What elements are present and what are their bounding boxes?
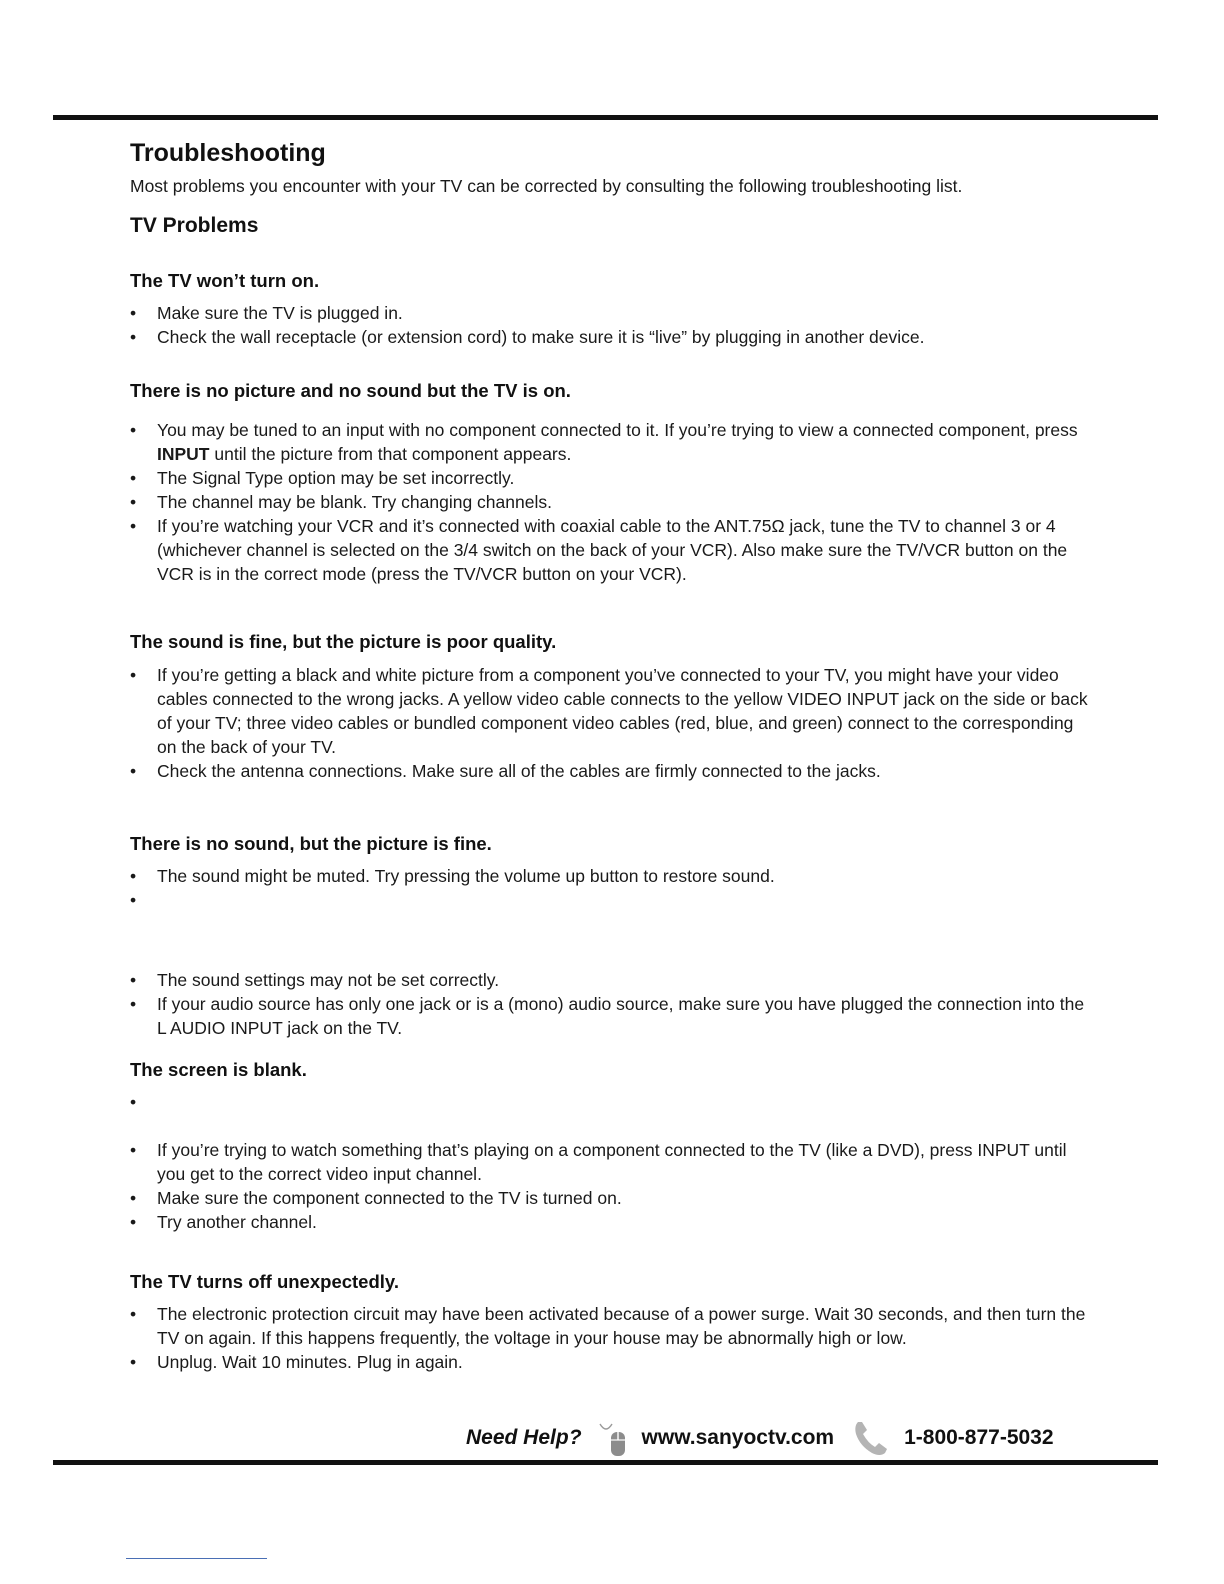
top-rule <box>53 115 1158 120</box>
list-item: • Check the wall receptacle (or extension cord) to make sure it is “live” by plugging in another device. <box>130 325 1090 349</box>
heading-tv-wont-turn-on: The TV won’t turn on. <box>130 270 320 291</box>
list-item: • The electronic protection circuit may have been activated because of a power surge. Wait 30 seconds, and then turn the TV on again. If this happens frequently, the voltage in your house may be abnormally high or low. <box>130 1302 1090 1350</box>
heading-screen-blank: The screen is blank. <box>130 1059 307 1080</box>
list-item: • The sound settings may not be set correctly. <box>130 968 1090 992</box>
list-item: • Check the antenna connections. Make sure all of the cables are firmly connected to the jacks. <box>130 759 1090 783</box>
intro-text: Most problems you encounter with your TV can be corrected by consulting the following troubleshooting list. <box>130 176 963 196</box>
spacer <box>130 912 1090 968</box>
list-item-blank <box>130 888 1090 912</box>
phone-icon <box>852 1418 892 1458</box>
heading-tv-turns-off: The TV turns off unexpectedly. <box>130 1271 399 1292</box>
list-item: • Try another channel. <box>130 1210 1090 1234</box>
list-item-blank <box>130 1090 1090 1114</box>
need-help-label: Need Help? <box>466 1426 582 1449</box>
heading-no-picture-no-sound: There is no picture and no sound but the TV is on. <box>130 380 571 401</box>
phone-number[interactable]: 1-800-877-5032 <box>904 1426 1054 1449</box>
list-tv-turns-off <box>130 1302 1090 1374</box>
list-poor-picture <box>130 663 1200 783</box>
list-item: • If you’re trying to watch something that’s playing on a component connected to the TV (like a DVD), press INPUT until you get to the correct video input channel. <box>130 1138 1090 1186</box>
list-item: • If your audio source has only one jack or is a (mono) audio source, make sure you have plugged the connection into the L AUDIO INPUT jack on the TV. <box>130 992 1090 1040</box>
list-no-sound <box>130 864 1090 1040</box>
list-item: • If you’re watching your VCR and it’s connected with coaxial cable to the ANT.75Ω jack, tune the TV to channel 3 or 4 (whichever channel is selected on the 3/4 switch on the back of your VCR). Also make sure the TV/VCR button on the VCR is in the correct mode (press the TV/VCR button on your VCR). <box>130 514 1090 586</box>
spacer <box>130 1114 1090 1138</box>
list-no-picture-no-sound <box>130 418 1090 586</box>
link-underline <box>126 1558 267 1559</box>
list-screen-blank <box>130 1090 1090 1234</box>
input-keyword: INPUT <box>157 444 210 464</box>
list-item: • The Signal Type option may be set incorrectly. <box>130 466 1090 490</box>
help-footer <box>466 1418 1054 1458</box>
mouse-icon <box>598 1418 628 1458</box>
website-link[interactable]: www.sanyoctv.com <box>641 1426 835 1449</box>
list-item: • Make sure the TV is plugged in. <box>130 301 1090 325</box>
header-block <box>130 136 1090 198</box>
list-item: • If you’re getting a black and white picture from a component you’ve connected to your TV, you might have your video cables connected to the wrong jacks. A yellow video cable connects to the yellow VIDEO INPUT jack on the side or back of your TV; three video cables or bundled component video cables (red, blue, and green) connect to the corresponding on the back of your TV. <box>130 663 1090 759</box>
list-item: • The sound might be muted. Try pressing the volume up button to restore sound. <box>130 864 1090 888</box>
bottom-rule <box>53 1460 1158 1465</box>
section-title: TV Problems <box>130 214 259 237</box>
list-item: • Make sure the component connected to the TV is turned on. <box>130 1186 1090 1210</box>
list-tv-wont-turn-on <box>130 301 1090 349</box>
page-title: Troubleshooting <box>130 139 326 167</box>
list-item: • The channel may be blank. Try changing channels. <box>130 490 1090 514</box>
list-item: • Unplug. Wait 10 minutes. Plug in again. <box>130 1350 1090 1374</box>
heading-poor-picture: The sound is fine, but the picture is poor quality. <box>130 631 557 652</box>
list-item: • You may be tuned to an input with no component connected to it. If you’re trying to view a connected component, press INPUT until the picture from that component appears. <box>130 418 1090 466</box>
heading-no-sound: There is no sound, but the picture is fine. <box>130 833 492 854</box>
